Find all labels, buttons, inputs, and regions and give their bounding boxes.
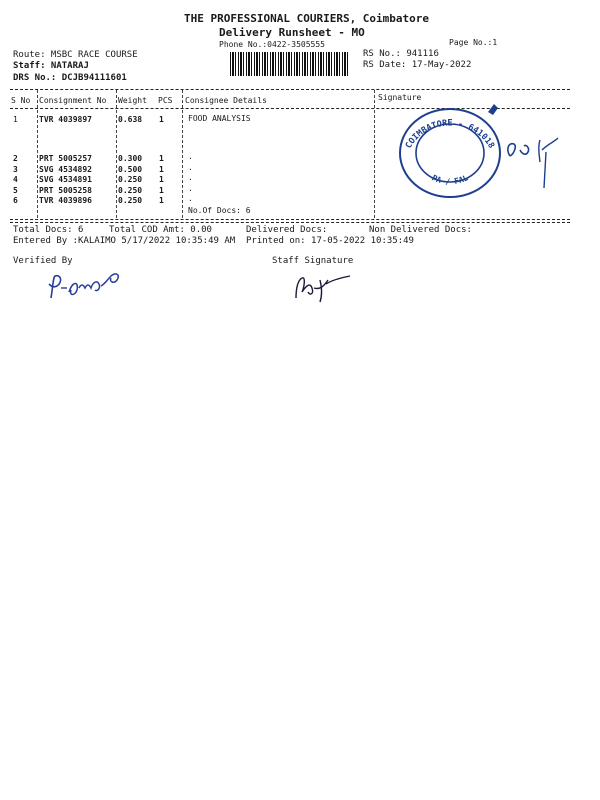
verified-by-label: Verified By	[13, 256, 73, 266]
staff-signature-label: Staff Signature	[272, 256, 354, 266]
cell-pcs: 1	[159, 196, 164, 205]
rs-date: RS Date: 17-May-2022	[363, 60, 472, 70]
header-consignee: Consignee Details	[185, 96, 267, 105]
header-consignment: Consignment No	[39, 96, 107, 105]
header-signature: Signature	[378, 93, 422, 102]
col-divider	[374, 90, 375, 218]
col-divider	[116, 90, 117, 218]
cell-sno: 4	[13, 175, 18, 184]
cell-pcs: 1	[159, 175, 164, 184]
company-name: THE PROFESSIONAL COURIERS, Coimbatore	[184, 12, 430, 25]
stamp-top-text: COIMBATORE - 641018	[403, 118, 497, 151]
cell-consignment: TVR 4039897	[39, 115, 92, 124]
table-bottom-rule	[10, 219, 570, 220]
rs-number: RS No.: 941116	[363, 49, 439, 59]
col-divider	[37, 90, 38, 218]
delivered-docs: Delivered Docs:	[246, 225, 328, 235]
verifier-signature	[45, 258, 135, 306]
cell-details: .	[188, 194, 193, 203]
header-sno: S No	[11, 96, 31, 105]
cell-details: .	[188, 173, 193, 182]
cell-details: .	[188, 184, 193, 193]
cell-pcs: 1	[159, 154, 164, 163]
staff-signature	[290, 266, 360, 306]
total-docs: Total Docs: 6	[13, 225, 84, 235]
cell-weight: 0.250	[118, 175, 143, 184]
staff-label: Staff: NATARAJ	[13, 61, 89, 71]
cell-weight: 0.500	[118, 165, 143, 174]
non-delivered-docs: Non Delivered Docs:	[369, 225, 472, 235]
cell-weight: 0.638	[118, 115, 143, 124]
svg-text:PA / FAL	[431, 173, 470, 186]
cell-consignment: SVG 4534891	[39, 175, 92, 184]
printed-on: Printed on: 17-05-2022 10:35:49	[246, 236, 414, 246]
stamp-bottom-text: PA / FAL	[430, 173, 470, 187]
no-of-docs: No.Of Docs: 6	[188, 206, 251, 215]
cell-consignment: PRT 5005257	[39, 154, 92, 163]
cell-sno: 1	[13, 115, 18, 124]
cell-details: .	[188, 152, 193, 161]
page-number: Page No.:1	[449, 38, 498, 47]
cell-weight: 0.300	[118, 154, 143, 163]
barcode	[230, 52, 350, 76]
cell-pcs: 1	[159, 186, 164, 195]
cell-consignment: TVR 4039896	[39, 196, 92, 205]
cell-consignment: SVG 4534892	[39, 165, 92, 174]
route-label: Route: MSBC RACE COURSE	[13, 50, 138, 60]
drs-number: DRS No.: DCJB94111601	[13, 73, 127, 83]
cell-weight: 0.250	[118, 186, 143, 195]
col-divider	[182, 90, 183, 218]
phone-number: Phone No.:0422-3505555	[219, 40, 325, 49]
cell-sno: 3	[13, 165, 18, 174]
footer-rule	[10, 222, 570, 223]
cell-sno: 2	[13, 154, 18, 163]
total-cod: Total COD Amt: 0.00	[109, 225, 212, 235]
cell-details: .	[188, 163, 193, 172]
cell-sno: 6	[13, 196, 18, 205]
entered-by: Entered By :KALAIMO 5/17/2022 10:35:49 AM	[13, 236, 236, 246]
cell-details: FOOD ANALYSIS	[188, 114, 251, 123]
cell-sno: 5	[13, 186, 18, 195]
table-row	[13, 115, 18, 124]
header-weight: Weight	[118, 96, 147, 105]
cell-pcs: 1	[159, 115, 164, 124]
cell-weight: 0.250	[118, 196, 143, 205]
sheet-title: Delivery Runsheet - MO	[219, 26, 365, 39]
cell-pcs: 1	[159, 165, 164, 174]
cell-consignment: PRT 5005258	[39, 186, 92, 195]
header-pcs: PCS	[158, 96, 173, 105]
recipient-signature	[480, 90, 570, 200]
